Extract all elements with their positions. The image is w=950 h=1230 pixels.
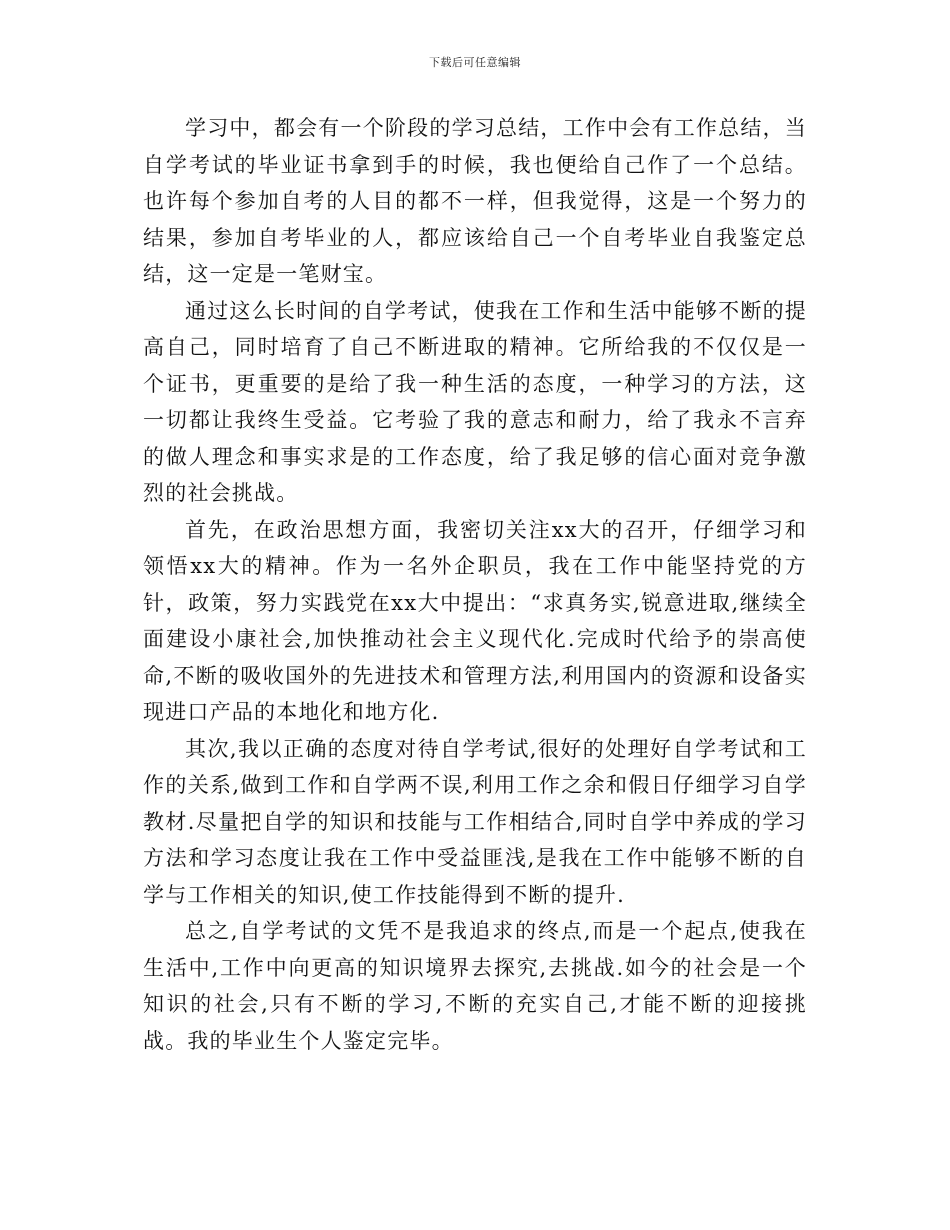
paragraph-5: 总之,自学考试的文凭不是我追求的终点,而是一个起点,使我在生活中,工作中向更高的知识境界去探究,去挑战.如今的社会是一个知识的社会,只有不断的学习,不断的充实自己,才能不断的迎接挑战。我的毕业生个人鉴定完毕。: [143, 919, 807, 1053]
paragraph-4: 其次,我以正确的态度对待自学考试,很好的处理好自学考试和工作的关系,做到工作和自学两不误,利用工作之余和假日仔细学习自学教材.尽量把自学的知识和技能与工作相结合,同时自学中养成的学习方法和学习态度让我在工作中受益匪浅,是我在工作中能够不断的自学与工作相关的知识,使工作技能得到不断的提升.: [143, 736, 807, 907]
document-body: [143, 110, 807, 1059]
paragraph-2: 通过这么长时间的自学考试，使我在工作和生活中能够不断的提高自己，同时培育了自己不断进取的精神。它所给我的不仅仅是一个证书，更重要的是给了我一种生活的态度，一种学习的方法，这一切都让我终生受益。它考验了我的意志和耐力，给了我永不言弃的做人理念和事实求是的工作态度，给了我足够的信心面对竞争激烈的社会挑战。: [143, 298, 807, 505]
paragraph-3: 首先，在政治思想方面，我密切关注xx大的召开，仔细学习和领悟xx大的精神。作为一名外企职员，我在工作中能坚持党的方针，政策，努力实践党在xx大中提出：“求真务实,锐意进取,继续全面建设小康社会,加快推动社会主义现代化.完成时代给予的崇高使命,不断的吸收国外的先进技术和管理方法,利用国内的资源和设备实现进口产品的本地化和地方化.: [143, 517, 807, 724]
page-header: 下载后可任意编辑: [429, 56, 521, 69]
paragraph-1: 学习中，都会有一个阶段的学习总结，工作中会有工作总结，当自学考试的毕业证书拿到手的时候，我也便给自己作了一个总结。也许每个参加自考的人目的都不一样，但我觉得，这是一个努力的结果，参加自考毕业的人，都应该给自己一个自考毕业自我鉴定总结，这一定是一笔财宝。: [143, 116, 807, 286]
